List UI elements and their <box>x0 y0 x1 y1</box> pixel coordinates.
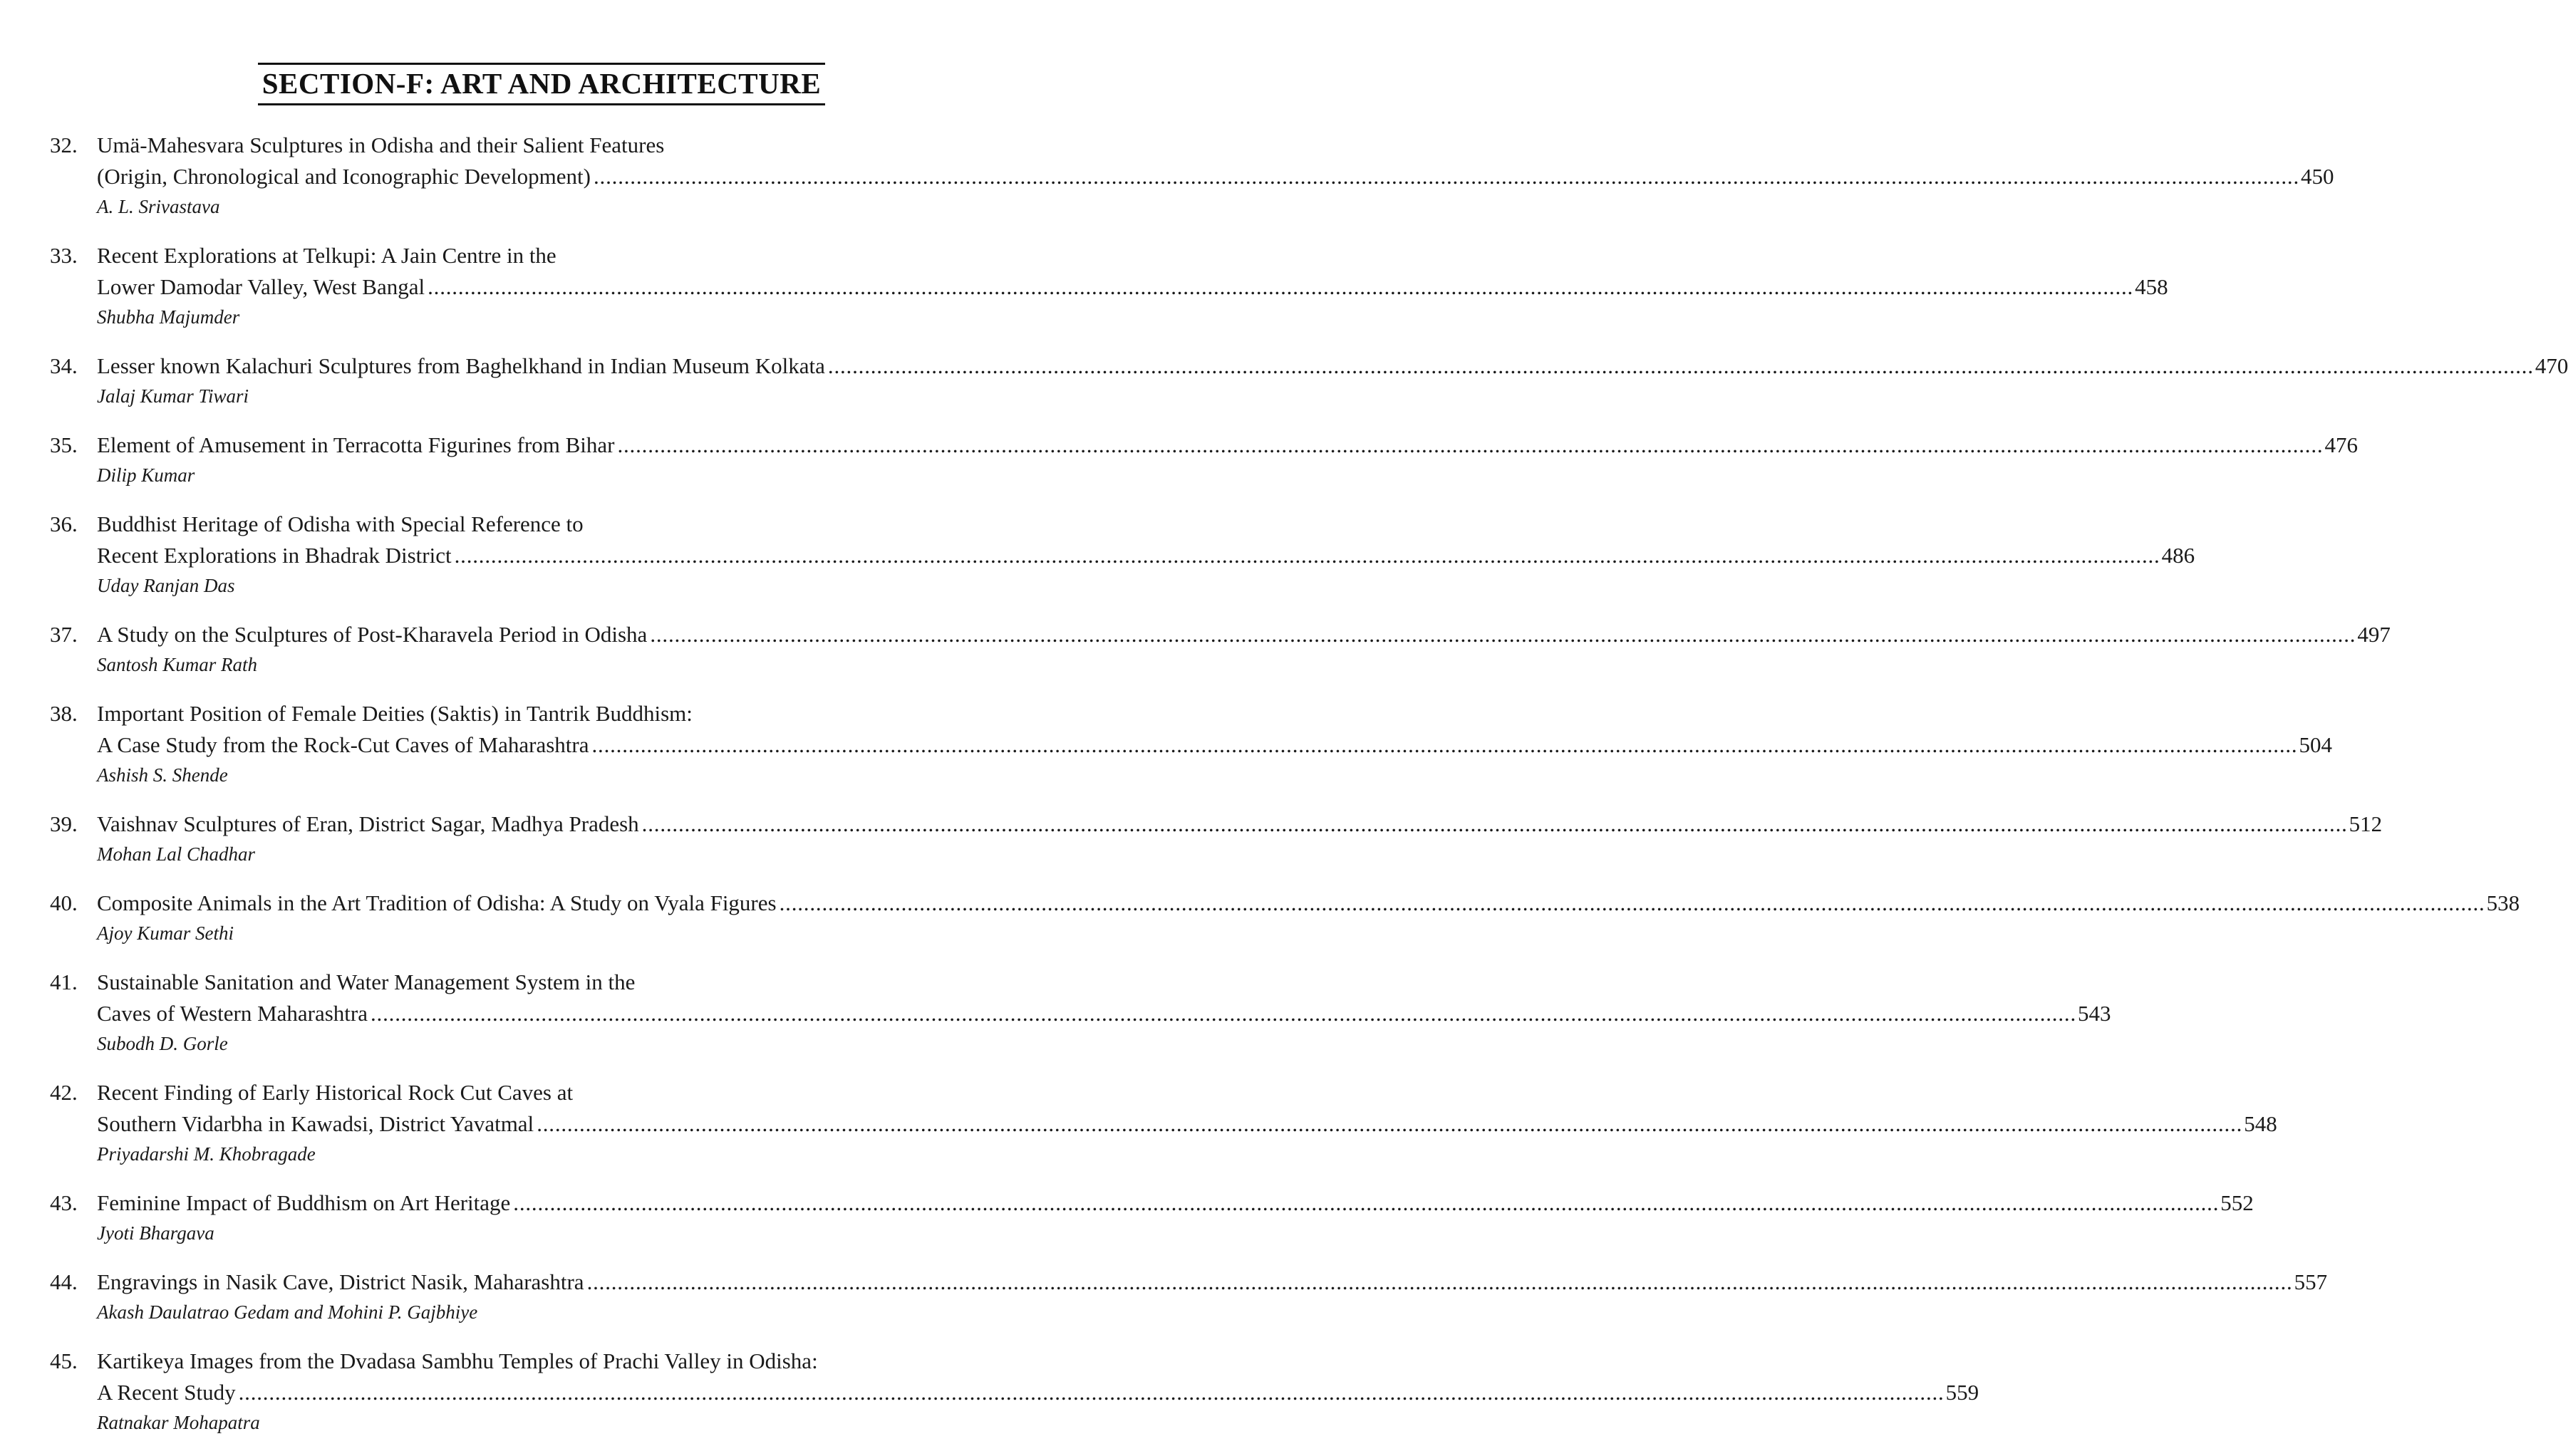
dot-leaders <box>371 998 2076 1029</box>
entry-title-line2: Feminine Impact of Buddhism on Art Heritage <box>97 1190 511 1215</box>
entry-title-line1: Recent Finding of Early Historical Rock Cut Caves at <box>97 1080 574 1105</box>
entry-title-line2: A Recent Study <box>97 1380 236 1405</box>
entry-title-line2-row <box>97 430 2358 461</box>
entry-author: Dilip Kumar <box>97 464 195 486</box>
entry-page-number: 497 <box>2357 622 2391 647</box>
entry-number: 37. <box>50 622 78 647</box>
entry-page-number: 552 <box>2220 1190 2254 1215</box>
entry-title-line2: A Case Study from the Rock-Cut Caves of Maharashtra <box>97 732 589 757</box>
entry-number: 44. <box>50 1269 78 1294</box>
entry-page-number: 450 <box>2301 164 2334 189</box>
entry-title-line2: Southern Vidarbha in Kawadsi, District Yavatmal <box>97 1111 534 1136</box>
toc-list <box>50 130 2568 1435</box>
entry-title-line2: Caves of Western Maharashtra <box>97 1001 368 1026</box>
entry-title-line2: A Study on the Sculptures of Post-Kharavela Period in Odisha <box>97 622 648 647</box>
entry-title-line2: (Origin, Chronological and Iconographic Development) <box>97 164 591 189</box>
entry-title-line2-row <box>97 161 2334 192</box>
toc-entry[interactable] <box>50 1187 2254 1246</box>
entry-title-line1: Recent Explorations at Telkupi: A Jain Centre in the <box>97 243 556 268</box>
entry-title-line2: Composite Animals in the Art Tradition of Odisha: A Study on Vyala Figures <box>97 890 777 915</box>
dot-leaders <box>650 619 2356 650</box>
entry-title-line2-row <box>97 1108 2277 1140</box>
entry-author: Subodh D. Gorle <box>97 1033 228 1054</box>
entry-number: 39. <box>50 811 78 836</box>
entry-author: Uday Ranjan Das <box>97 575 235 596</box>
entry-number: 41. <box>50 969 78 994</box>
dot-leaders <box>617 430 2323 461</box>
entry-title-line1: Kartikeya Images from the Dvadasa Sambhu Temples of Prachi Valley in Odisha: <box>97 1348 818 1373</box>
entry-author: Jalaj Kumar Tiwari <box>97 385 249 407</box>
section-title-text: SECTION-F: ART AND ARCHITECTURE <box>258 63 825 105</box>
entry-title-line1: Important Position of Female Deities (Saktis) in Tantrik Buddhism: <box>97 701 693 726</box>
entry-author: Santosh Kumar Rath <box>97 654 258 675</box>
entry-title-line2-row <box>97 1187 2254 1219</box>
entry-page-number: 548 <box>2244 1111 2277 1136</box>
dot-leaders <box>428 271 2133 303</box>
toc-entry[interactable] <box>50 1077 2277 1167</box>
toc-entry[interactable] <box>50 1346 1979 1435</box>
entry-author: Ashish S. Shende <box>97 764 228 786</box>
dot-leaders <box>587 1267 2293 1298</box>
toc-entry[interactable] <box>50 1267 2328 1325</box>
entry-title-line2-row <box>97 1377 1979 1408</box>
toc-entry[interactable] <box>50 698 2332 788</box>
entry-number: 40. <box>50 890 78 915</box>
toc-entry[interactable] <box>50 967 2111 1056</box>
entry-page-number: 512 <box>2349 811 2383 836</box>
toc-entry[interactable] <box>50 888 2520 946</box>
entry-author: Jyoti Bhargava <box>97 1222 214 1244</box>
entry-title-line2: Lower Damodar Valley, West Bangal <box>97 274 425 299</box>
entry-number: 38. <box>50 701 78 726</box>
entry-title-line2-row <box>97 271 2168 303</box>
dot-leaders <box>828 350 2534 382</box>
entry-page-number: 476 <box>2324 432 2358 457</box>
dot-leaders <box>513 1187 2219 1219</box>
entry-number: 43. <box>50 1190 78 1215</box>
entry-author: Akash Daulatrao Gedam and Mohini P. Gajbhiye <box>97 1301 478 1323</box>
entry-title-line2-row <box>97 350 2568 382</box>
entry-page-number: 486 <box>2161 543 2195 568</box>
entry-title-line2: Lesser known Kalachuri Sculptures from Baghelkhand in Indian Museum Kolkata <box>97 353 825 378</box>
entry-number: 35. <box>50 432 78 457</box>
entry-title-line1: Sustainable Sanitation and Water Management System in the <box>97 969 636 994</box>
entry-number: 36. <box>50 511 78 536</box>
toc-entry[interactable] <box>50 350 2568 409</box>
entry-author: Ratnakar Mohapatra <box>97 1412 260 1433</box>
entry-page-number: 557 <box>2294 1269 2328 1294</box>
entry-title-line2: Vaishnav Sculptures of Eran, District Sagar, Madhya Pradesh <box>97 811 639 836</box>
entry-number: 32. <box>50 132 78 157</box>
entry-author: Shubha Majumder <box>97 306 240 328</box>
contents-page <box>50 63 2568 1456</box>
entry-author: Ajoy Kumar Sethi <box>97 922 234 944</box>
entry-title-line2-row <box>97 729 2332 761</box>
entry-title-line2-row <box>97 619 2391 650</box>
toc-entry[interactable] <box>50 808 2383 867</box>
entry-title-line1: Buddhist Heritage of Odisha with Special Reference to <box>97 511 584 536</box>
entry-page-number: 538 <box>2486 890 2520 915</box>
dot-leaders <box>239 1377 1945 1408</box>
entry-number: 45. <box>50 1348 78 1373</box>
toc-entry[interactable] <box>50 619 2391 677</box>
entry-title-line2: Element of Amusement in Terracotta Figurines from Bihar <box>97 432 615 457</box>
entry-number: 34. <box>50 353 78 378</box>
toc-entry[interactable] <box>50 430 2358 488</box>
dot-leaders <box>455 540 2160 571</box>
entry-page-number: 458 <box>2135 274 2168 299</box>
dot-leaders <box>537 1108 2242 1140</box>
section-title <box>50 63 1033 105</box>
entry-author: Mohan Lal Chadhar <box>97 843 256 865</box>
entry-page-number: 543 <box>2078 1001 2111 1026</box>
entry-author: Priyadarshi M. Khobragade <box>97 1143 316 1165</box>
entry-number: 42. <box>50 1080 78 1105</box>
entry-title-line2-row <box>97 888 2520 919</box>
entry-title-line2-row <box>97 1267 2328 1298</box>
toc-entry[interactable] <box>50 509 2195 598</box>
dot-leaders <box>642 808 2348 840</box>
toc-entry[interactable] <box>50 240 2168 330</box>
dot-leaders <box>780 888 2485 919</box>
entry-title-line2: Recent Explorations in Bhadrak District <box>97 543 452 568</box>
entry-title-line1: Umä-Mahesvara Sculptures in Odisha and their Salient Features <box>97 132 665 157</box>
entry-title-line2-row <box>97 808 2383 840</box>
dot-leaders <box>591 729 2297 761</box>
entry-title-line2: Engravings in Nasik Cave, District Nasik, Maharashtra <box>97 1269 584 1294</box>
entry-page-number: 559 <box>1945 1380 1979 1405</box>
entry-title-line2-row <box>97 540 2195 571</box>
entry-title-line2-row <box>97 998 2111 1029</box>
entry-number: 33. <box>50 243 78 268</box>
toc-entry[interactable] <box>50 130 2334 219</box>
entry-page-number: 504 <box>2299 732 2332 757</box>
dot-leaders <box>594 161 2299 192</box>
entry-author: A. L. Srivastava <box>97 196 220 217</box>
entry-page-number: 470 <box>2535 353 2568 378</box>
